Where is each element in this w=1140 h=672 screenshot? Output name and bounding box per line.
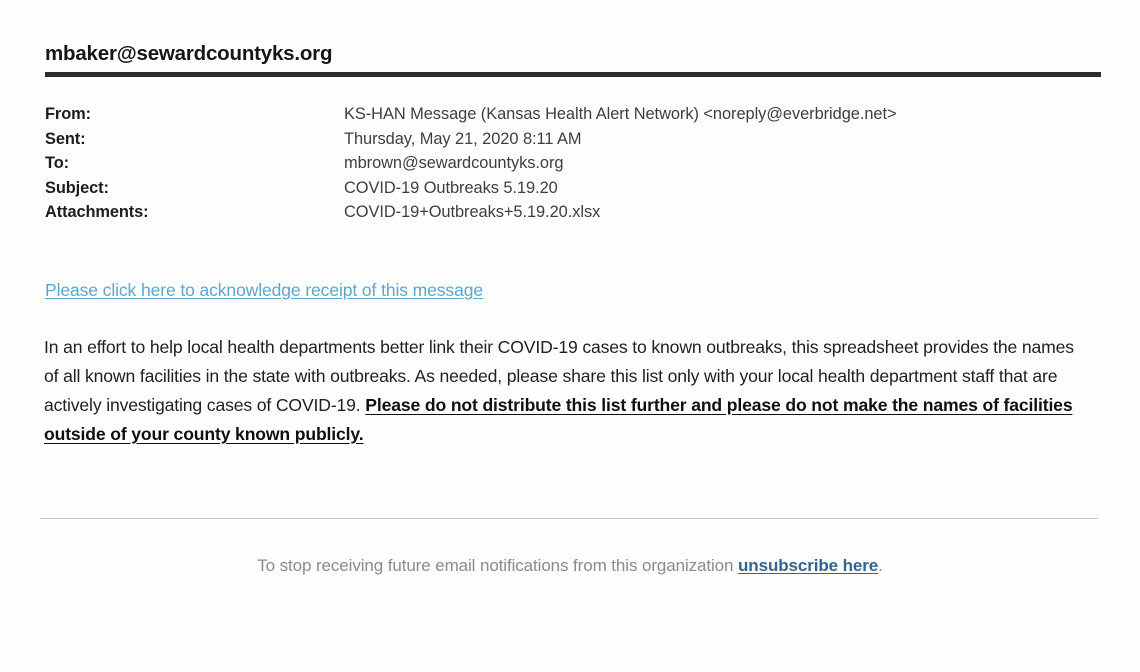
field-value-to: mbrown@sewardcountyks.org (344, 154, 564, 173)
attachment-file-link[interactable]: COVID-19+Outbreaks+5.19.20.xlsx (344, 203, 601, 222)
field-label-sent: Sent: (45, 129, 86, 148)
field-label-attachments: Attachments: (45, 203, 149, 222)
body-text-normal: In an effort to help local health departments better link their COVID-19 cases to known outbreaks, this spreadsheet provides the names of all known facilities in the state with outbreaks. As needed, please share this list only with your local health department staff that are actively investigating cases of COVID-19. (44, 337, 1074, 415)
field-label-subject: Subject: (45, 178, 109, 197)
field-row-sent (45, 127, 1105, 152)
acknowledge-receipt-link[interactable]: Please click here to acknowledge receipt of this message (45, 280, 483, 300)
unsubscribe-link[interactable]: unsubscribe here (738, 556, 879, 575)
footer-period: . (878, 556, 883, 575)
email-header (45, 42, 1101, 77)
footer-divider-rule (40, 518, 1098, 519)
field-row-from (45, 102, 1105, 127)
field-label-from: From: (45, 105, 91, 123)
email-footer (0, 556, 1140, 576)
body-text-emphasized: Please do not distribute this list further and please do not make the names of facilities outside of your county known publicly. (44, 395, 1073, 444)
field-value-sent: Thursday, May 21, 2020 8:11 AM (344, 129, 582, 148)
footer-text: To stop receiving future email notifications from this organization (257, 556, 739, 575)
field-row-subject (45, 176, 1105, 201)
field-label-to: To: (45, 154, 69, 173)
field-value-from: KS-HAN Message (Kansas Health Alert Network) <noreply@everbridge.net> (344, 105, 897, 123)
message-body (44, 333, 1074, 449)
field-row-to (45, 151, 1105, 176)
field-row-attachments (45, 200, 1105, 225)
message-header-fields (45, 102, 1105, 225)
header-divider-rule (45, 72, 1101, 77)
account-address: mbaker@sewardcountyks.org (45, 42, 333, 65)
field-value-subject: COVID-19 Outbreaks 5.19.20 (344, 178, 558, 197)
